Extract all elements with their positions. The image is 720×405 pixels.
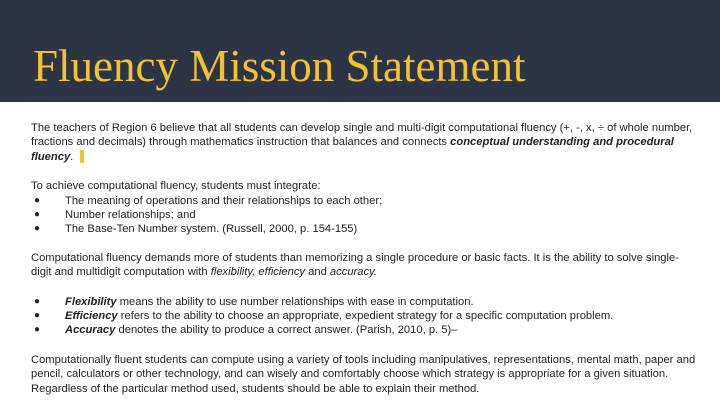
- list-item-text: The meaning of operations and their relationships to each other;: [65, 194, 383, 207]
- bullet-icon: ●: [34, 310, 41, 322]
- list-item: [31, 309, 696, 323]
- bullet-icon: ●: [34, 223, 41, 235]
- term-description: refers to the ability to choose an appropriate, expedient strategy for a specific computation problem.: [117, 310, 614, 323]
- text-cursor-marker: [80, 150, 84, 163]
- bullet-icon: ●: [34, 295, 41, 307]
- mission-emphasis: conceptual understanding and procedural fluency: [31, 136, 674, 163]
- closing-paragraph: Computationally fluent students can compute using a variety of tools including manipulatives, representations, mental math, paper and pencil, calculators or other technology, and can wisely and comfortably choose which strategy is appropriate for a given situation. Regardless of the particular method used, students should be able to explain their method.: [31, 353, 696, 395]
- list-item: [31, 323, 696, 337]
- term-description: means the ability to use number relationships with ease in computation.: [116, 295, 474, 308]
- fluency-terms-list: [31, 295, 696, 338]
- mission-paragraph: [31, 121, 696, 164]
- bullet-icon: ●: [34, 209, 41, 221]
- list-item-text: Number relationships; and: [65, 209, 196, 222]
- term-flexibility: Flexibility: [65, 295, 117, 308]
- list-item: [31, 295, 696, 309]
- mission-period: .: [70, 150, 74, 163]
- bullet-icon: ●: [34, 194, 41, 206]
- list-item: [31, 222, 696, 236]
- mission-text: The teachers of Region 6 believe that all students can develop single and multi-digit computational fluency (+, -, x, ÷ of whole number, fractions and decimals) through mathematics instruction that balances and connects: [31, 122, 693, 149]
- fluency-and: and: [305, 266, 330, 279]
- list-item: [31, 208, 696, 222]
- list-item: [31, 194, 696, 208]
- title-banner: [0, 0, 720, 102]
- term-description: denotes the ability to produce a correct answer. (Parish, 2010, p. 5)–: [115, 324, 458, 337]
- fluency-italic-2: accuracy.: [329, 266, 377, 279]
- fluency-text: Computational fluency demands more of students than memorizing a single procedure or basic facts. It is the ability to solve single-digit and multidigit computation with: [31, 251, 679, 279]
- integrate-intro: To achieve computational fluency, students must integrate:: [31, 180, 321, 193]
- bullet-icon: ●: [34, 324, 41, 336]
- slide-body: [31, 121, 696, 396]
- integrate-list: [31, 194, 696, 237]
- term-accuracy: Accuracy: [65, 324, 116, 337]
- list-item-text: The Base-Ten Number system. (Russell, 2000, p. 154-155): [65, 223, 358, 236]
- fluency-paragraph: [31, 251, 696, 280]
- term-efficiency: Efficiency: [65, 310, 118, 323]
- slide-title: Fluency Mission Statement: [33, 41, 526, 91]
- fluency-italic-1: flexibility, efficiency: [210, 266, 306, 279]
